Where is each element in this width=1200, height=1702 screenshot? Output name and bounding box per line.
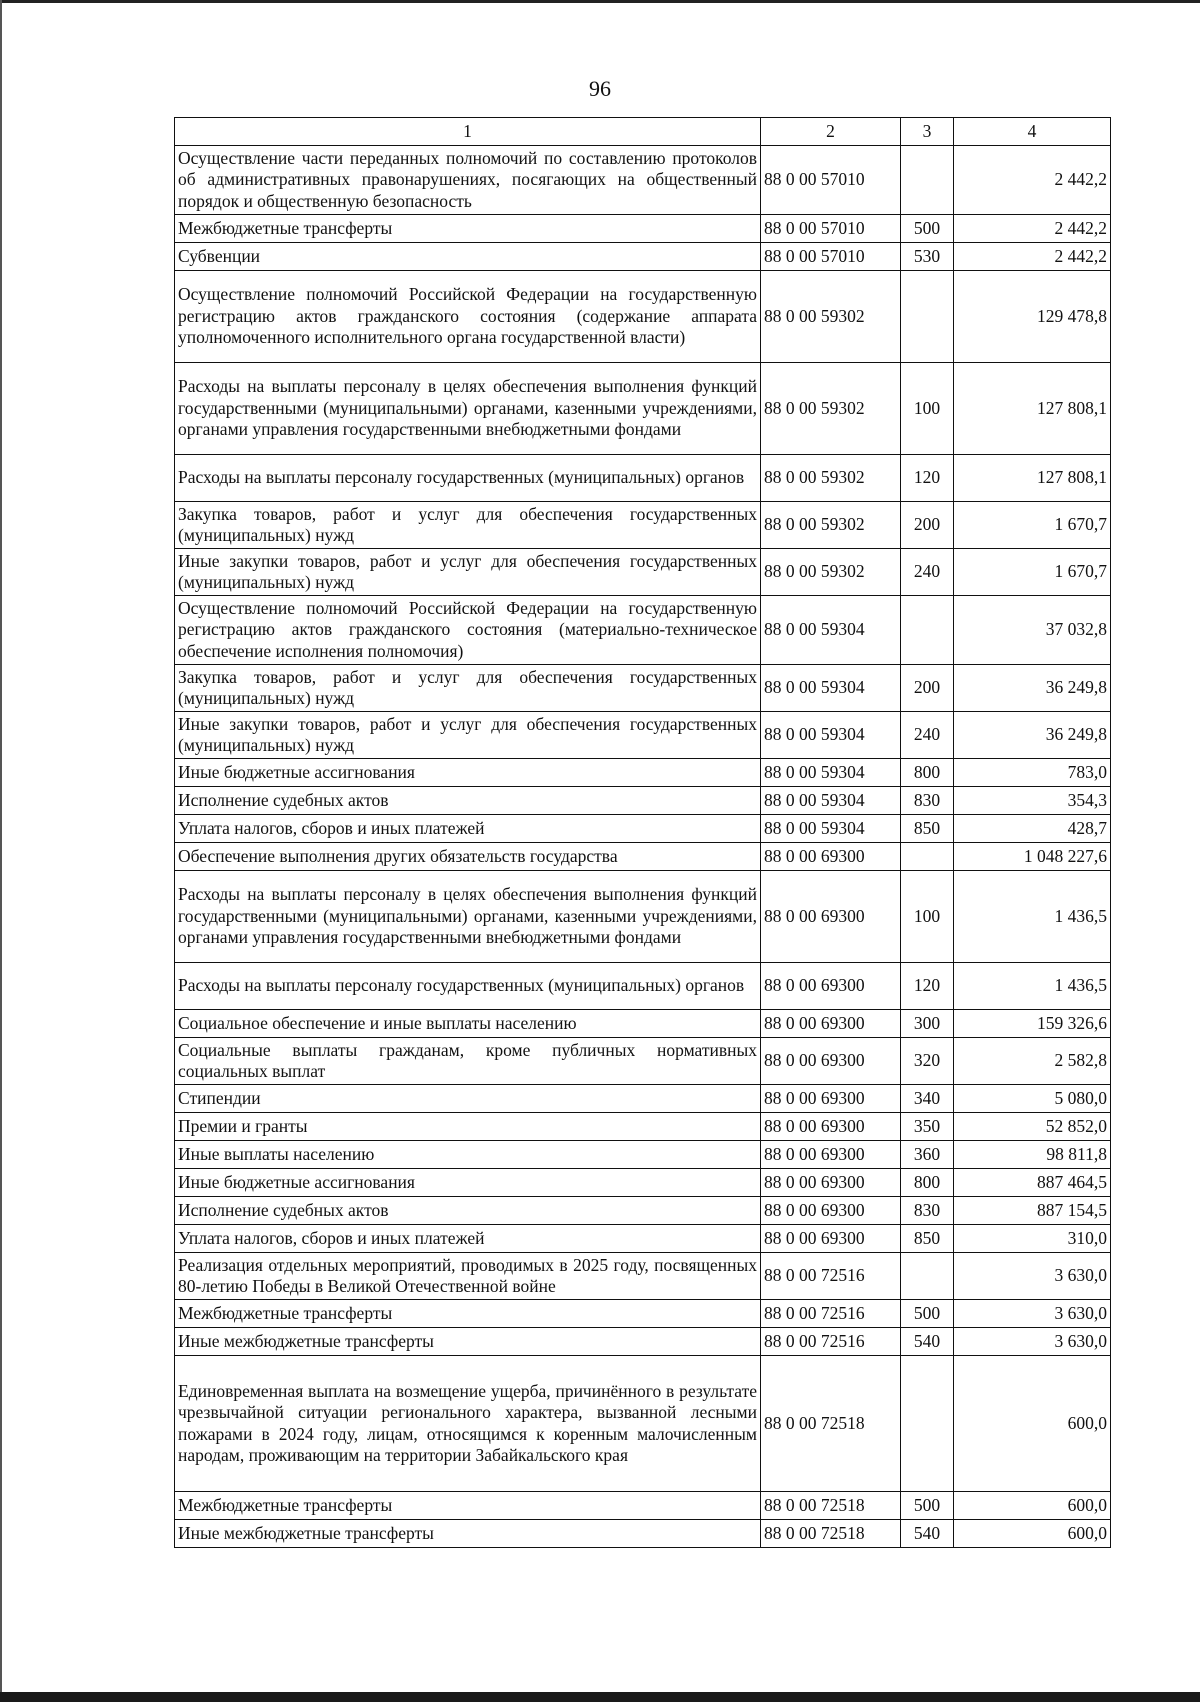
table-row [175,843,1111,871]
cell-code: 88 0 00 69300 [761,1169,901,1197]
scan-edge-bottom [0,1692,1200,1702]
table-row [175,712,1111,759]
cell-sum: 37 032,8 [954,596,1111,665]
cell-code: 88 0 00 69300 [761,963,901,1010]
cell-sum: 52 852,0 [954,1113,1111,1141]
table-row [175,1520,1111,1548]
cell-name: Закупка товаров, работ и услуг для обеспечения государственных (муниципальных) нужд [175,502,761,549]
cell-code: 88 0 00 69300 [761,1197,901,1225]
cell-name: Иные бюджетные ассигнования [175,1169,761,1197]
cell-code: 88 0 00 69300 [761,1113,901,1141]
cell-name: Закупка товаров, работ и услуг для обеспечения государственных (муниципальных) нужд [175,665,761,712]
cell-code: 88 0 00 72516 [761,1328,901,1356]
cell-code: 88 0 00 59302 [761,549,901,596]
table-row [175,1197,1111,1225]
cell-code: 88 0 00 59304 [761,712,901,759]
cell-name: Иные закупки товаров, работ и услуг для обеспечения государственных (муниципальных) нужд [175,549,761,596]
cell-type: 850 [901,815,954,843]
cell-name: Осуществление части переданных полномочий по составлению протоколов об административных правонарушениях, посягающих на общественный порядок и общественную безопасность [175,146,761,215]
cell-name: Уплата налогов, сборов и иных платежей [175,815,761,843]
cell-code: 88 0 00 69300 [761,1010,901,1038]
cell-type: 350 [901,1113,954,1141]
cell-sum: 887 464,5 [954,1169,1111,1197]
cell-type: 200 [901,502,954,549]
cell-code: 88 0 00 69300 [761,843,901,871]
cell-code: 88 0 00 69300 [761,1225,901,1253]
cell-type: 120 [901,963,954,1010]
cell-type [901,843,954,871]
cell-sum: 310,0 [954,1225,1111,1253]
cell-sum: 2 442,2 [954,146,1111,215]
cell-sum: 5 080,0 [954,1085,1111,1113]
cell-sum: 1 670,7 [954,502,1111,549]
header-col-2: 2 [761,118,901,146]
cell-code: 88 0 00 69300 [761,1038,901,1085]
table-row [175,1141,1111,1169]
cell-type [901,146,954,215]
table-row [175,502,1111,549]
cell-type: 830 [901,787,954,815]
cell-sum: 159 326,6 [954,1010,1111,1038]
cell-sum: 129 478,8 [954,271,1111,363]
cell-type: 800 [901,759,954,787]
cell-code: 88 0 00 57010 [761,215,901,243]
table-row [175,1328,1111,1356]
cell-sum: 36 249,8 [954,712,1111,759]
header-col-4: 4 [954,118,1111,146]
cell-type [901,596,954,665]
cell-code: 88 0 00 59304 [761,759,901,787]
cell-name: Расходы на выплаты персоналу государственных (муниципальных) органов [175,455,761,502]
table-row [175,871,1111,963]
table-row [175,549,1111,596]
cell-type: 500 [901,1492,954,1520]
cell-name: Межбюджетные трансферты [175,215,761,243]
table-row [175,146,1111,215]
cell-name: Расходы на выплаты персоналу в целях обеспечения выполнения функций государственными (муниципальными) органами, казенными учреждениями, органами управления государственными внебюджетными фондами [175,363,761,455]
cell-sum: 36 249,8 [954,665,1111,712]
cell-code: 88 0 00 72518 [761,1492,901,1520]
cell-sum: 783,0 [954,759,1111,787]
cell-sum: 127 808,1 [954,455,1111,502]
cell-sum: 3 630,0 [954,1328,1111,1356]
cell-name: Расходы на выплаты персоналу государственных (муниципальных) органов [175,963,761,1010]
cell-name: Стипендии [175,1085,761,1113]
cell-type: 320 [901,1038,954,1085]
cell-code: 88 0 00 69300 [761,1141,901,1169]
table-row [175,1300,1111,1328]
table-body [175,146,1111,1548]
cell-type: 800 [901,1169,954,1197]
table-row [175,1253,1111,1300]
cell-name: Социальные выплаты гражданам, кроме публичных нормативных социальных выплат [175,1038,761,1085]
cell-sum: 1 048 227,6 [954,843,1111,871]
table-row [175,1085,1111,1113]
cell-name: Иные закупки товаров, работ и услуг для обеспечения государственных (муниципальных) нужд [175,712,761,759]
table-row [175,1010,1111,1038]
cell-name: Расходы на выплаты персоналу в целях обеспечения выполнения функций государственными (муниципальными) органами, казенными учреждениями, органами управления государственными внебюджетными фондами [175,871,761,963]
cell-sum: 1 436,5 [954,963,1111,1010]
cell-code: 88 0 00 59304 [761,815,901,843]
table-row [175,665,1111,712]
cell-name: Социальное обеспечение и иные выплаты населению [175,1010,761,1038]
table-row [175,1225,1111,1253]
cell-sum: 3 630,0 [954,1300,1111,1328]
cell-type: 240 [901,549,954,596]
cell-name: Межбюджетные трансферты [175,1492,761,1520]
cell-name: Исполнение судебных актов [175,1197,761,1225]
cell-sum: 354,3 [954,787,1111,815]
table-row [175,363,1111,455]
cell-sum: 887 154,5 [954,1197,1111,1225]
cell-type: 240 [901,712,954,759]
table-row [175,596,1111,665]
table-row [175,963,1111,1010]
cell-code: 88 0 00 59304 [761,665,901,712]
table-row [175,271,1111,363]
cell-sum: 1 436,5 [954,871,1111,963]
cell-sum: 1 670,7 [954,549,1111,596]
cell-name: Осуществление полномочий Российской Федерации на государственную регистрацию актов гражданского состояния (содержание аппарата уполномоченного исполнительного органа государственной власти) [175,271,761,363]
table-row [175,815,1111,843]
cell-type [901,1253,954,1300]
header-col-1: 1 [175,118,761,146]
cell-sum: 600,0 [954,1356,1111,1492]
cell-name: Иные бюджетные ассигнования [175,759,761,787]
cell-name: Реализация отдельных мероприятий, проводимых в 2025 году, посвященных 80-летию Победы в Великой Отечественной войне [175,1253,761,1300]
scan-edge-left [0,0,2,1702]
cell-type: 340 [901,1085,954,1113]
cell-type: 540 [901,1328,954,1356]
table-row [175,1356,1111,1492]
cell-name: Иные межбюджетные трансферты [175,1328,761,1356]
cell-code: 88 0 00 57010 [761,146,901,215]
cell-name: Исполнение судебных актов [175,787,761,815]
cell-sum: 2 582,8 [954,1038,1111,1085]
cell-sum: 2 442,2 [954,243,1111,271]
table-row [175,759,1111,787]
table-row [175,1038,1111,1085]
table-row [175,1113,1111,1141]
cell-name: Обеспечение выполнения других обязательств государства [175,843,761,871]
cell-sum: 600,0 [954,1492,1111,1520]
cell-type: 100 [901,363,954,455]
scan-edge-top [0,0,1200,3]
cell-type: 500 [901,1300,954,1328]
cell-name: Премии и гранты [175,1113,761,1141]
table-row [175,787,1111,815]
cell-name: Межбюджетные трансферты [175,1300,761,1328]
cell-sum: 600,0 [954,1520,1111,1548]
cell-code: 88 0 00 59302 [761,455,901,502]
budget-table [174,117,1111,1548]
cell-type [901,1356,954,1492]
cell-type: 100 [901,871,954,963]
cell-name: Единовременная выплата на возмещение ущерба, причинённого в результате чрезвычайной ситуации регионального характера, вызванной лесными пожарами в 2024 году, лицам, относящимся к коренным малочисленным народам, проживающим на территории Забайкальского края [175,1356,761,1492]
cell-type: 360 [901,1141,954,1169]
cell-code: 88 0 00 72516 [761,1253,901,1300]
cell-sum: 127 808,1 [954,363,1111,455]
cell-code: 88 0 00 69300 [761,871,901,963]
cell-name: Субвенции [175,243,761,271]
cell-code: 88 0 00 57010 [761,243,901,271]
cell-type [901,271,954,363]
cell-type: 850 [901,1225,954,1253]
cell-code: 88 0 00 59302 [761,271,901,363]
cell-sum: 98 811,8 [954,1141,1111,1169]
cell-name: Осуществление полномочий Российской Федерации на государственную регистрацию актов гражданского состояния (материально-техническое обеспечение исполнения полномочия) [175,596,761,665]
page-number: 96 [589,76,611,101]
table-row [175,455,1111,502]
cell-name: Иные межбюджетные трансферты [175,1520,761,1548]
cell-code: 88 0 00 72518 [761,1520,901,1548]
cell-sum: 428,7 [954,815,1111,843]
cell-type: 300 [901,1010,954,1038]
table-row [175,215,1111,243]
cell-name: Иные выплаты населению [175,1141,761,1169]
cell-name: Уплата налогов, сборов и иных платежей [175,1225,761,1253]
table-row [175,243,1111,271]
table-row [175,1492,1111,1520]
cell-type: 530 [901,243,954,271]
cell-sum: 2 442,2 [954,215,1111,243]
cell-type: 830 [901,1197,954,1225]
table-row [175,1169,1111,1197]
cell-sum: 3 630,0 [954,1253,1111,1300]
cell-code: 88 0 00 69300 [761,1085,901,1113]
cell-code: 88 0 00 59302 [761,363,901,455]
table-header-row [175,118,1111,146]
cell-type: 540 [901,1520,954,1548]
cell-code: 88 0 00 72518 [761,1356,901,1492]
cell-type: 200 [901,665,954,712]
header-col-3: 3 [901,118,954,146]
cell-code: 88 0 00 59302 [761,502,901,549]
cell-code: 88 0 00 59304 [761,596,901,665]
cell-code: 88 0 00 72516 [761,1300,901,1328]
cell-type: 500 [901,215,954,243]
cell-code: 88 0 00 59304 [761,787,901,815]
cell-type: 120 [901,455,954,502]
